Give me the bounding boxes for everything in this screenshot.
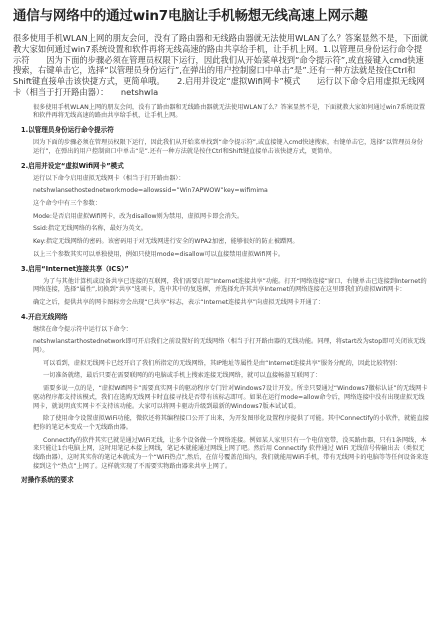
paragraph: 需要多说一点的是，“虚拟Wifi网卡”需要真实网卡的驱动程序专门针对Windows7设计开发。所幸只要通过“Windows7徽标认证”的无线网卡驱动程序都支持该模式，我们在选购无线网卡时直接寻找是否带有该标志即可。如果在运行mode=allow命令后，网络连接中没有出现虚拟无线网卡，就说明真实网卡不支持该功能。大家可以将网卡驱动升级到最新的Windows7版本试试看。 bbox=[33, 385, 428, 410]
section-heading: 对操作系统的要求 bbox=[21, 476, 74, 485]
paragraph: 运行以下命令启用虚拟无线网卡（相当于打开路由器）： bbox=[33, 174, 185, 182]
paragraph: Ssid:指定无线网络的名称，最好为英文。 bbox=[33, 225, 147, 233]
paragraph: 为了与其他计算机或设备共享已连接的互联网，我们需要启用“Internet连接共享”功能。打开“网络连接”窗口，右键单击已连接到Internet的网络连接，选择“属性”,切换到“共享”选项卡，选中其中的复选框，并选择允许其共享Internet的网络连接在这里即我们的虚拟Wifi网卡： bbox=[33, 277, 427, 294]
paragraph: 因为下面的步骤必须在管理员权限下运行，因此我们从开始菜单找到“命令提示符”,或直接键入cmd快速搜索，右键单击它，选择“以管理员身份运行”，在弹出的用户控制窗口中单击“是”.还有一种方法就是按住Ctrl和Shift键直接单击该快捷方式，更简单。 bbox=[33, 139, 423, 155]
paragraph: 很多使用手机WLAN上网的朋友会问，没有了路由器和无线路由器就无法使用WLAN了么？答案显然不是，下面就教大家如何通过win7系统设置和软件再将无线高速的路由共享给手机，让手机上网。 bbox=[33, 103, 426, 120]
paragraph: Mode:是否启用虚拟Wifi网卡，改为disallow则为禁用，虚拟网卡即会消失。 bbox=[33, 212, 244, 220]
paragraph: 一切准备就绪，最后只要在需要联网的的电脑或手机上搜索连接无线网络，就可以直接畅游互联网了： bbox=[43, 372, 322, 380]
section-heading: 1.以管理员身份运行命令提示符 bbox=[21, 126, 114, 135]
paragraph: Key:指定无线网络的密码。该密码用于对无线网进行安全的WPA2加密，能够很好的防止被蹭网。 bbox=[33, 238, 299, 246]
paragraph: 这个命令中有三个参数： bbox=[33, 200, 102, 207]
document-body bbox=[11, 104, 429, 486]
paragraph: Connectify的软件其实已就是通过WiFi无线，让多个设备做一个网络连接。例如某人家里只有一个电信宽带，没买路由器，只有1条网线，本来只能让1台电脑上网，这时用笔记本接上网线，笔记本就能通过网线上网了吧。然后用 Connectify 软件通过 WiFi 无线信号传输出去（类似无线路由器），这时其实你的笔记本就成为一个“WiFi热点”,然后，在信号覆盖范围内，我们就能用WiFi手机，带有无线网卡的电脑等等任何设备来连接到这个“热点”上网了。这样就实现了不需要实物路由器来共享上网了。 bbox=[33, 436, 429, 470]
paragraph: 确定之后，提供共享的网卡图标旁会出现“已共享”标志，表示“Internet连接共享”向虚拟无线网卡开通了： bbox=[33, 298, 325, 306]
paragraph: 继续在命令提示符中运行以下命令： bbox=[33, 325, 132, 333]
paragraph: 以上三个参数其实可以单独使用，例如只使用mode=disallow可以直接禁用虚拟Wifi网卡。 bbox=[33, 250, 285, 258]
paragraph: netshwlanstarthostednetwork即可开启我们之前设置好的无线网络（相当于打开路由器的无线功能。同理，将start改为stop即可关闭该无线网）。 bbox=[33, 338, 426, 355]
document-title: 通信与网络中的通过win7电脑让手机畅想无线高速上网示趣 bbox=[13, 8, 368, 24]
section-heading: 2.启用并设定“虚拟Wifi网卡”模式 bbox=[21, 161, 124, 170]
paragraph: 可以看到，虚拟无线网卡已经开启了我们所指定的无线网络，其IP地址等属性是由“Internet连接共享”服务分配的，因此比较特别： bbox=[43, 359, 402, 367]
paragraph: netshwlansethostednetworkmode=allowssid=”Win7APWOW”key=wifimima bbox=[33, 187, 268, 195]
section-heading: 4.开启无线网络 bbox=[21, 312, 68, 321]
paragraph: 除了使用命令设置虚拟WiFi功能，微软还将其编程接口公开了出来，为开发图形化设置程序提供了可能。其中Connectify的小软件，就能直接把你的笔记本变成一个无线路由器。 bbox=[33, 415, 429, 431]
section-heading: 3.启用“Internet连接共享（ICS）” bbox=[21, 264, 129, 273]
document-summary: 很多使用手机WLAN上网的朋友会问，没有了路由器和无线路由器就无法使用WLAN了么？答案显然不是，下面就教大家如何通过win7系统设置和软件再将无线高速的路由共享给手机，让手机上网。1.以管理员身份运行命令提示符 因为下面的步骤必须在管理员权限下运行，因此我们从开始菜单找到“命令提示符”,或直接键入cmd快速搜索，右键单击它，选择“以管理员身份运行”,在弹出的用户控制窗口中单击“是”.还有一种方法就是按住Ctrl和Shift键直接单击该快捷方式，更简单哦。 2.启用并设定“虚拟Wifi网卡”模式 运行以下命令启用虚拟无线网卡（相当于打开路由器）： netshwla bbox=[13, 33, 428, 97]
